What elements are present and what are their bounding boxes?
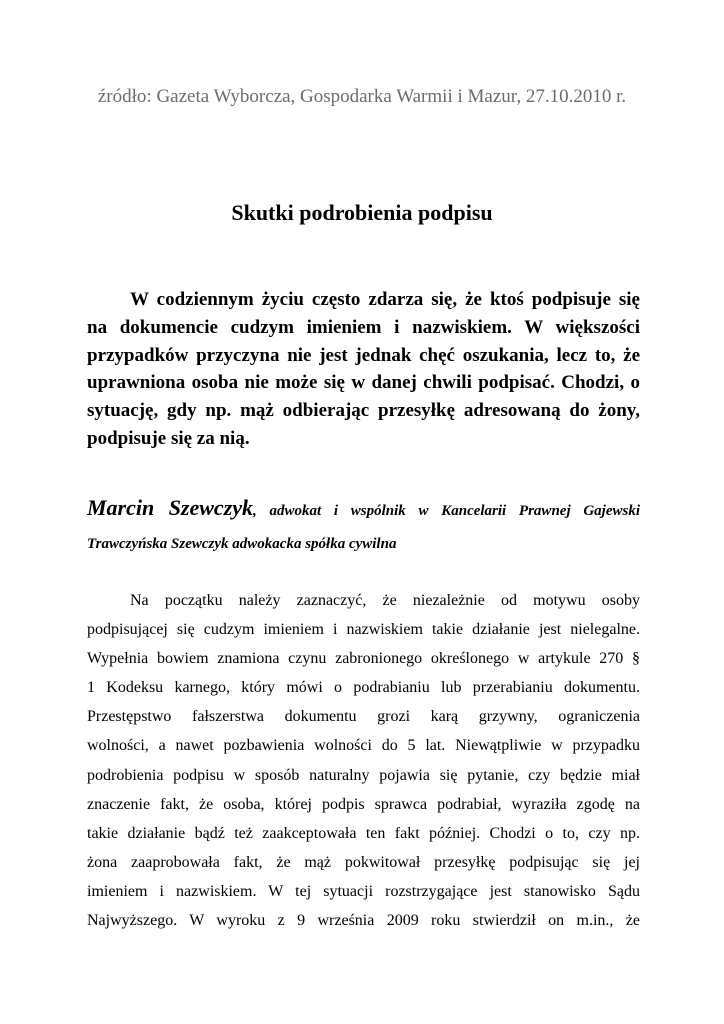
body-line: imieniem i nazwiskiem. W tej sytuacji rozstrzygające jest stanowisko Sądu: [87, 882, 640, 900]
author-role-part-2: Trawczyńska Szewczyk adwokacka spółka cywilna: [87, 536, 397, 552]
author-byline: [87, 490, 640, 562]
body-line: Wypełnia bowiem znamiona czynu zabronionego określonego w artykule 270 §: [87, 650, 640, 668]
body-line: Najwyższego. W wyroku z 9 września 2009 roku stwierdził on m.in., że: [87, 912, 640, 930]
lead-line: przypadków przyczyna nie jest jednak chęć oszukania, lecz to, że: [87, 344, 640, 366]
body-line: Na początku należy zaznaczyć, że niezależnie od motywu osoby: [130, 592, 640, 609]
body-line: wolności, a nawet pozbawienia wolności do 5 lat. Niewątpliwie w przypadku: [87, 737, 640, 755]
author-line-1: [87, 490, 640, 526]
body-paragraph: [87, 586, 640, 935]
lead-line: W codziennym życiu często zdarza się, że ktoś podpisuje się: [130, 289, 640, 310]
body-line: Przestępstwo fałszerstwa dokumentu grozi karą grzywny, ograniczenia: [87, 708, 640, 726]
lead-paragraph: [87, 286, 640, 453]
body-line: podpisującej się cudzym imieniem i nazwiskiem takie działanie jest nielegalne.: [87, 621, 640, 639]
body-line: takie działanie bądź też zaakceptowała ten fakt później. Chodzi o to, czy np.: [87, 824, 640, 842]
lead-line: na dokumencie cudzym imieniem i nazwiskiem. W większości: [87, 316, 640, 338]
article-title: Skutki podrobienia podpisu: [231, 200, 493, 225]
body-line: znaczenie fakt, że osoba, której podpis sprawca podrabiał, wyraziła zgodę na: [87, 795, 640, 813]
lead-line: sytuację, gdy np. mąż odbierając przesyłkę adresowaną do żony,: [87, 400, 640, 422]
author-name: Marcin Szewczyk: [87, 495, 254, 520]
body-line: 1 Kodeksu karnego, który mówi o podrabianiu lub przerabianiu dokumentu.: [87, 679, 640, 697]
body-line: żona zaaprobowała fakt, że mąż pokwitował przesyłkę podpisując się jej: [87, 853, 640, 871]
body-line: podrobienia podpisu w sposób naturalny pojawia się pytanie, czy będzie miał: [87, 766, 640, 784]
lead-line: podpisuje się za nią.: [87, 427, 250, 449]
lead-line: uprawniona osoba nie może się w danej chwili podpisać. Chodzi, o: [87, 372, 640, 394]
source-citation: źródło: Gazeta Wyborcza, Gospodarka Warmii i Mazur, 27.10.2010 r.: [97, 86, 627, 107]
author-role-part-1: , adwokat i wspólnik w Kancelarii Prawnej Gajewski: [253, 503, 640, 519]
